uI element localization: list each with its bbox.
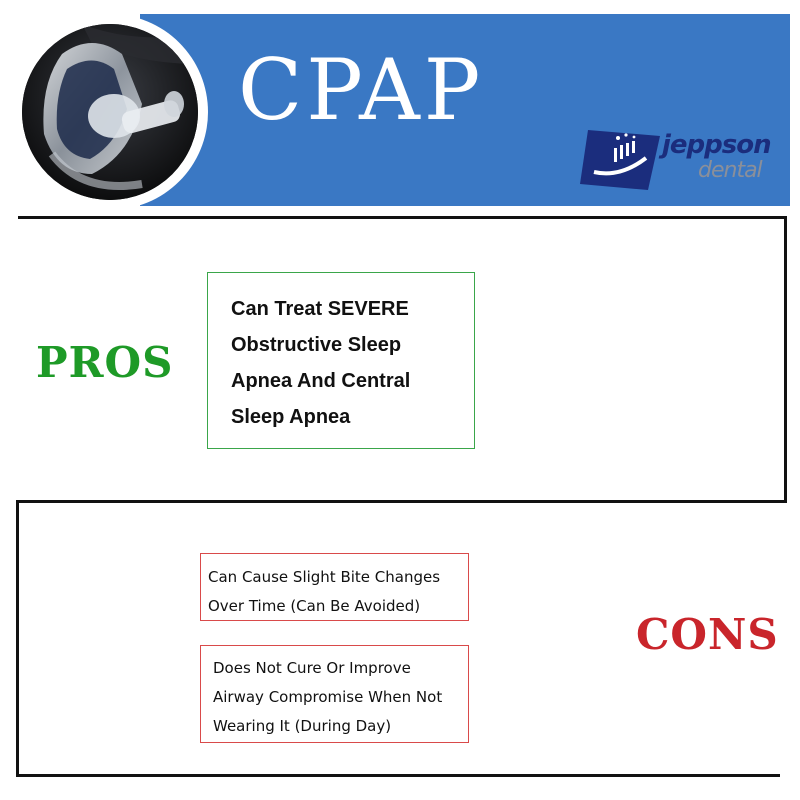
con-item-text: Does Not Cure Or Improve Airway Compromise When Not Wearing It (During Day) <box>213 659 443 735</box>
pros-label <box>36 338 173 387</box>
con-item-text: Can Cause Slight Bite Changes Over Time (Can Be Avoided) <box>208 568 441 615</box>
cpap-mask-photo <box>22 24 198 200</box>
pro-item-text: Can Treat SEVERE Obstructive Sleep Apnea And Central Sleep Apnea <box>231 298 411 428</box>
pros-label-text: PROS <box>36 338 174 387</box>
logo-text-secondary: dental <box>698 158 762 183</box>
con-item-box <box>200 553 469 621</box>
pro-item-box <box>207 272 475 449</box>
cons-label-text: CONS <box>636 610 779 659</box>
toothbrush-logo-mark <box>580 128 660 190</box>
logo-text-primary: jeppson <box>662 130 771 160</box>
cons-label <box>636 610 779 659</box>
con-item-box <box>200 645 469 743</box>
jeppson-dental-logo <box>580 128 780 192</box>
page-title: CPAP <box>238 41 485 139</box>
